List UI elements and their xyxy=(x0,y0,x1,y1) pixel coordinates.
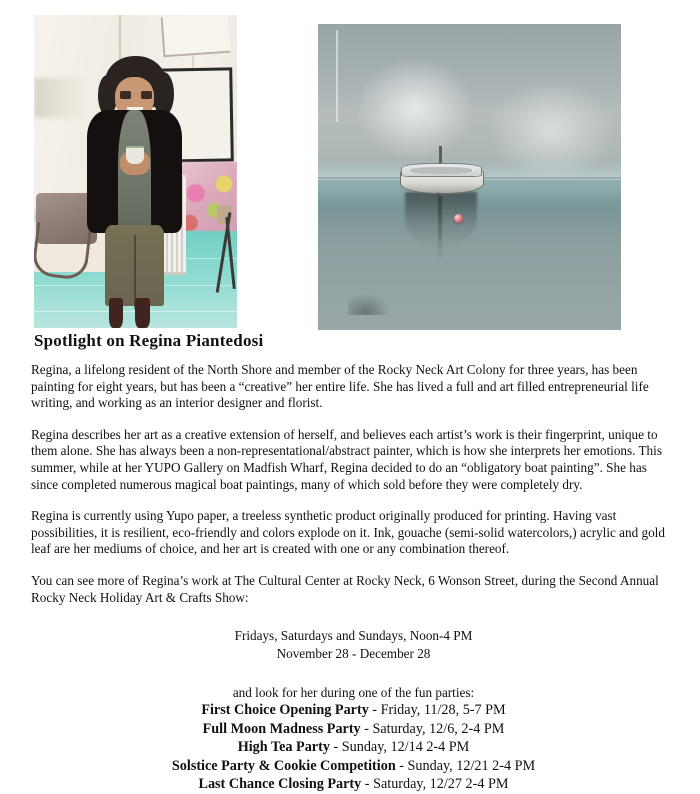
event-date: - Sunday, 12/21 2-4 PM xyxy=(395,757,536,774)
event-date: - Friday, 11/28, 5-7 PM xyxy=(368,702,506,719)
events-lead-in: and look for her during one of the fun parties: xyxy=(232,685,475,701)
paragraph-materials: Regina is currently using Yupo paper, a treeless synthetic product originally produced for printing. Having vast possibilities, it is resilient, eco-friendly and colors explode on it. Ink, gouache (semi-solid watercolors,) acrylic and gold leaf are her mediums of choice, and her art is created with one or any combination thereof. xyxy=(31,508,665,557)
list-item xyxy=(31,738,676,757)
event-name: First Choice Opening Party xyxy=(201,702,369,719)
show-hours-dates: November 28 - December 28 xyxy=(276,645,431,661)
event-name: Full Moon Madness Party xyxy=(202,720,361,737)
mist-highlight-left xyxy=(354,55,475,162)
coffee-cup xyxy=(126,146,145,164)
artist-photo xyxy=(34,15,237,328)
boat-painting xyxy=(318,24,621,330)
event-name: High Tea Party xyxy=(237,739,330,756)
event-date: - Sunday, 12/14 2-4 PM xyxy=(329,739,470,756)
paragraph-show-info: You can see more of Regina’s work at The Cultural Center at Rocky Neck, 6 Wonson Street, during the Second Annual Rocky Neck Holiday Art & Crafts Show: xyxy=(31,572,659,605)
wall-artwork-left xyxy=(34,78,87,119)
events-list xyxy=(31,701,676,794)
artist-figure xyxy=(81,56,191,328)
paragraph-intro: Regina, a lifelong resident of the North Shore and member of the Rocky Neck Art Colony for three years, has been painting for eight years, but has been a “creative” her entire life. She has lived a full and art filled entrepreneurial life writing, and working as an interior designer and florist. xyxy=(31,362,649,411)
wall-frame-top xyxy=(161,15,231,57)
stool xyxy=(203,206,235,287)
event-date: - Saturday, 12/6, 2-4 PM xyxy=(360,720,505,737)
photo-row xyxy=(0,0,700,332)
event-date: - Saturday, 12/27 2-4 PM xyxy=(361,776,509,793)
water-shadow xyxy=(348,293,390,314)
show-hours xyxy=(31,627,676,662)
brush-streak xyxy=(336,30,338,122)
event-name: Solstice Party & Cookie Competition xyxy=(171,757,396,774)
boat-interior xyxy=(410,167,472,174)
list-item xyxy=(31,757,676,776)
show-hours-days: Fridays, Saturdays and Sundays, Noon-4 PM xyxy=(234,628,473,644)
list-item xyxy=(31,720,676,739)
rowboat xyxy=(400,159,482,193)
page-title: Spotlight on Regina Piantedosi xyxy=(34,331,264,350)
paragraph-art-philosophy: Regina describes her art as a creative extension of herself, and believes each artist’s work is their fingerprint, unique to them alone. She has always been a non-representational/abstract painter, which is how she interprets her emotions. This summer, while at her YUPO Gallery on Madfish Wharf, Regina decided to do an “obligatory boat painting”. She has since completed numerous magical boat paintings, many of which sold before they were completely dry. xyxy=(31,426,662,492)
article-body xyxy=(31,362,676,794)
event-name: Last Chance Closing Party xyxy=(198,776,362,793)
list-item xyxy=(31,701,676,720)
